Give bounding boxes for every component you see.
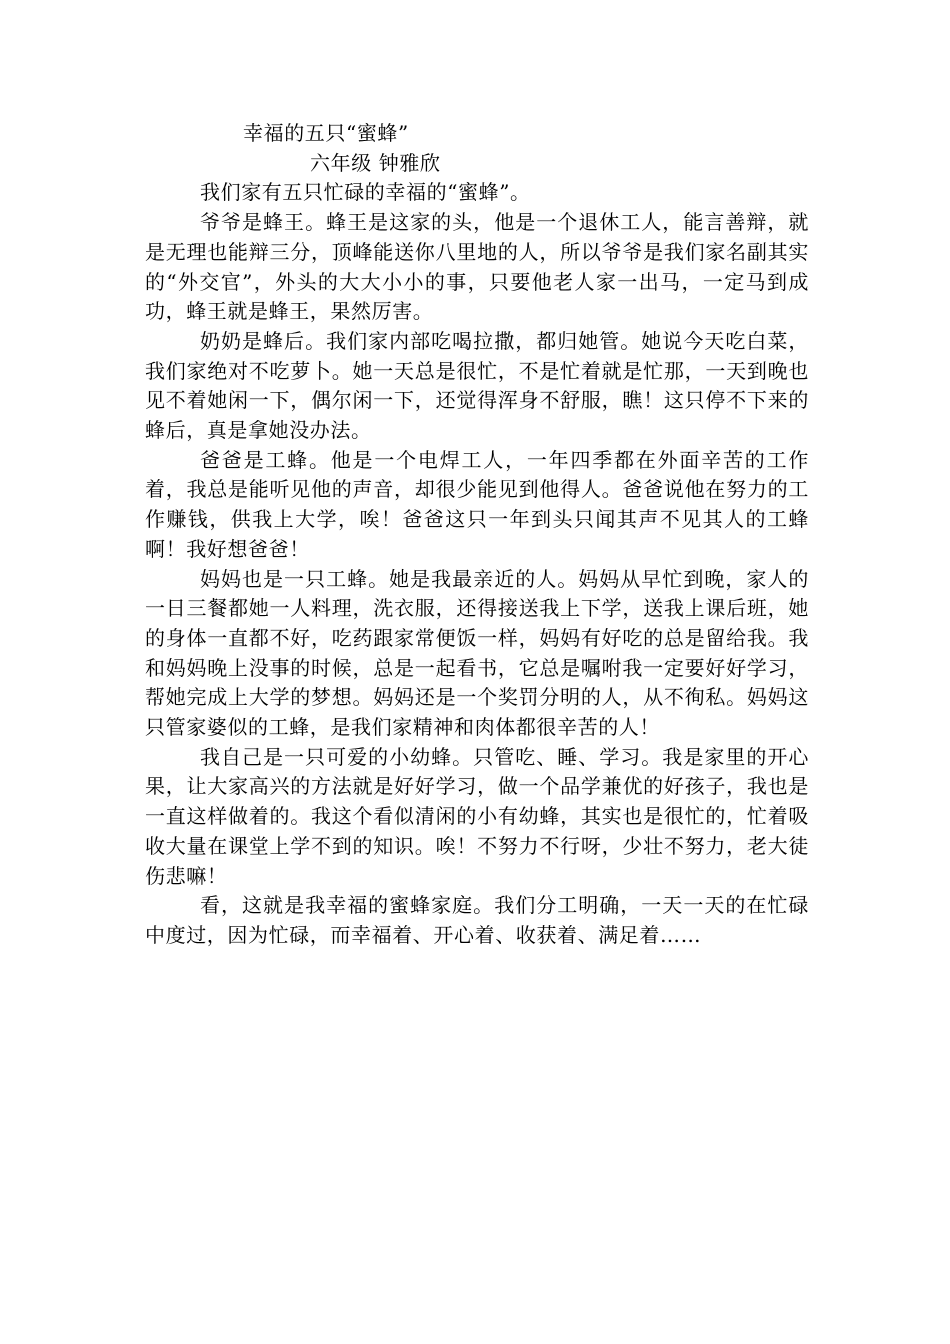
author-byline: 六年级 钟雅欣 bbox=[310, 150, 441, 175]
paragraph-grandpa: 爷爷是蜂王。蜂王是这家的头，他是一个退休工人，能言善辩，就是无理也能辩三分，顶峰能送你八里地的人，所以爷爷是我们家名副其实的“外交官”，外头的大大小小的事，只要他老人家一出马，一定马到成功，蜂王就是蜂王，果然厉害。 bbox=[145, 210, 809, 324]
paragraph-intro: 我们家有五只忙碌的幸福的“蜜蜂”。 bbox=[200, 180, 531, 205]
paragraph-grandma: 奶奶是蜂后。我们家内部吃喝拉撒，都归她管。她说今天吃白菜，我们家绝对不吃萝卜。她一天总是很忙，不是忙着就是忙那，一天到晚也见不着她闲一下，偶尔闲一下，还觉得浑身不舒服，瞧！这只停不下来的蜂后，真是拿她没办法。 bbox=[145, 328, 809, 443]
essay-title: 幸福的五只“蜜蜂” bbox=[243, 121, 409, 145]
paragraph-self: 我自己是一只可爱的小幼蜂。只管吃、睡、学习。我是家里的开心果，让大家高兴的方法就是好好学习，做一个品学兼优的好孩子，我也是一直这样做着的。我这个看似清闲的小有幼蜂，其实也是很忙的，忙着吸收大量在课堂上学不到的知识。唉！不努力不行呀，少壮不努力，老大徒伤悲嘛！ bbox=[145, 744, 809, 888]
paragraph-conclusion: 看，这就是我幸福的蜜蜂家庭。我们分工明确，一天一天的在忙碌中度过，因为忙碌，而幸福着、开心着、收获着、满足着…… bbox=[145, 893, 809, 947]
paragraph-dad: 爸爸是工蜂。他是一个电焊工人，一年四季都在外面辛苦的工作着，我总是能听见他的声音，却很少能见到他得人。爸爸说他在努力的工作赚钱，供我上大学，唉！爸爸这只一年到头只闻其声不见其人的工蜂啊！我好想爸爸！ bbox=[145, 447, 809, 561]
paragraph-mom: 妈妈也是一只工蜂。她是我最亲近的人。妈妈从早忙到晚，家人的一日三餐都她一人料理，洗衣服，还得接送我上下学，送我上课后班，她的身体一直都不好，吃药跟家常便饭一样，妈妈有好吃的总是留给我。我和妈妈晚上没事的时候，总是一起看书，它总是嘱咐我一定要好好学习，帮她完成上大学的梦想。妈妈还是一个奖罚分明的人，从不徇私。妈妈这只管家婆似的工蜂，是我们家精神和肉体都很辛苦的人！ bbox=[145, 566, 809, 740]
essay-body bbox=[145, 119, 809, 951]
